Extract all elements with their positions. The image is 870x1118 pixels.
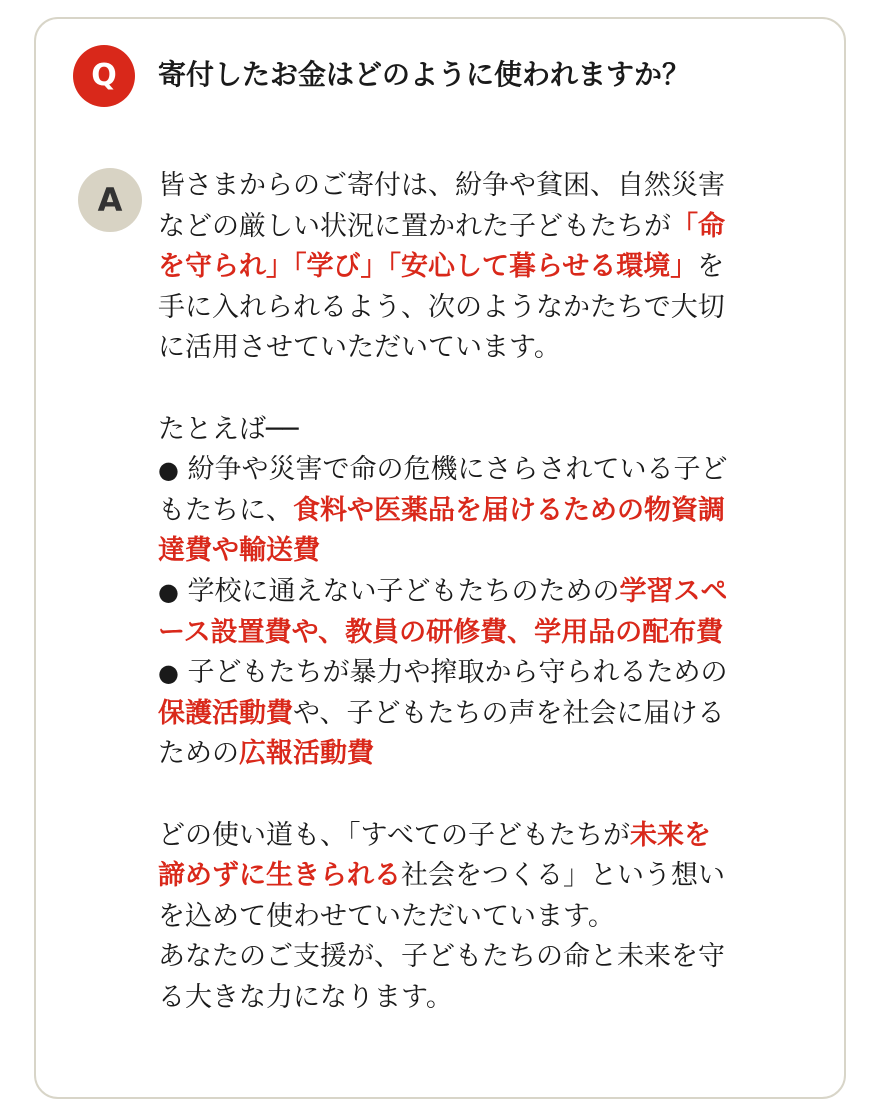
text-segment: 子どもたちが暴力や搾取から守られるための	[178, 657, 728, 689]
text-segment: などの厳しい状況に置かれた子どもたちが	[158, 210, 671, 242]
text-line	[158, 734, 826, 775]
question-text: 寄付したお金はどのように使われますか？	[158, 58, 691, 91]
text-segment: 手に入れられるよう、次のようなかたちで大切	[158, 291, 725, 323]
text-segment: や、子どもたちの声を社会に届ける	[293, 697, 725, 729]
text-line	[158, 653, 826, 694]
text-line	[158, 207, 826, 248]
text-segment: を込めて使わせていただいています。	[158, 900, 615, 932]
highlight-text: を守られ」「学び」「安心して暮らせる環境」	[158, 251, 698, 283]
highlight-text: 食料や医薬品を届けるための物資調	[293, 494, 725, 526]
highlight-text: ース設置費や、教員の研修費、学用品の配布費	[158, 616, 724, 648]
highlight-text: 諦めずに生きられる	[158, 860, 401, 892]
text-line	[158, 897, 826, 938]
bullet-item	[158, 450, 826, 572]
highlight-text: 広報活動費	[239, 738, 374, 770]
text-segment: に活用させていただいています。	[158, 332, 561, 364]
text-line	[158, 572, 826, 613]
answer-text	[158, 166, 826, 1018]
text-line	[158, 450, 826, 491]
text-line	[158, 937, 826, 978]
text-segment: あなたのご支援が、子どもたちの命と未来を守	[158, 941, 725, 973]
text-segment: 皆さまからのご寄付は、紛争や貧困、自然災害	[158, 170, 725, 201]
bullet-icon: ●	[158, 577, 179, 606]
bullet-item	[158, 653, 826, 775]
paragraph-gap	[158, 775, 826, 816]
question-badge: Q	[73, 45, 135, 107]
highlight-text: 保護活動費	[158, 697, 293, 729]
highlight-text: 「命	[671, 210, 725, 242]
paragraph-gap	[158, 369, 826, 410]
text-line	[158, 531, 826, 572]
highlight-text: 学習スペ	[619, 575, 728, 607]
text-segment: 学校に通えない子どもたちのための	[178, 575, 620, 607]
answer-examples	[158, 410, 826, 775]
text-line	[158, 856, 826, 897]
text-line	[158, 288, 826, 329]
bullet-item	[158, 572, 826, 653]
text-segment: ための	[158, 738, 239, 770]
text-line	[158, 978, 826, 1019]
text-segment: 社会をつくる」という想い	[401, 860, 725, 892]
answer-badge: A	[78, 168, 142, 232]
text-line	[158, 613, 826, 654]
text-line	[158, 328, 826, 369]
text-line	[158, 816, 826, 857]
text-segment: もたちに、	[158, 494, 293, 526]
highlight-text: 未来を	[629, 819, 711, 851]
text-segment: どの使い道も、「すべての子どもたちが	[158, 819, 630, 851]
text-line	[158, 694, 826, 735]
bullet-icon: ●	[158, 456, 179, 485]
answer-closing	[158, 816, 826, 1019]
answer-intro	[158, 166, 826, 369]
text-segment: 紛争や災害で命の危機にさらされている子ど	[178, 454, 728, 486]
text-line	[158, 247, 826, 288]
text-segment: る大きな力になります。	[158, 981, 453, 1013]
highlight-text: 達費や輸送費	[158, 535, 320, 567]
bullet-icon: ●	[158, 659, 179, 688]
text-segment: を	[697, 251, 725, 283]
examples-intro: たとえば──	[158, 413, 299, 445]
text-line	[158, 166, 826, 207]
text-line	[158, 491, 826, 532]
